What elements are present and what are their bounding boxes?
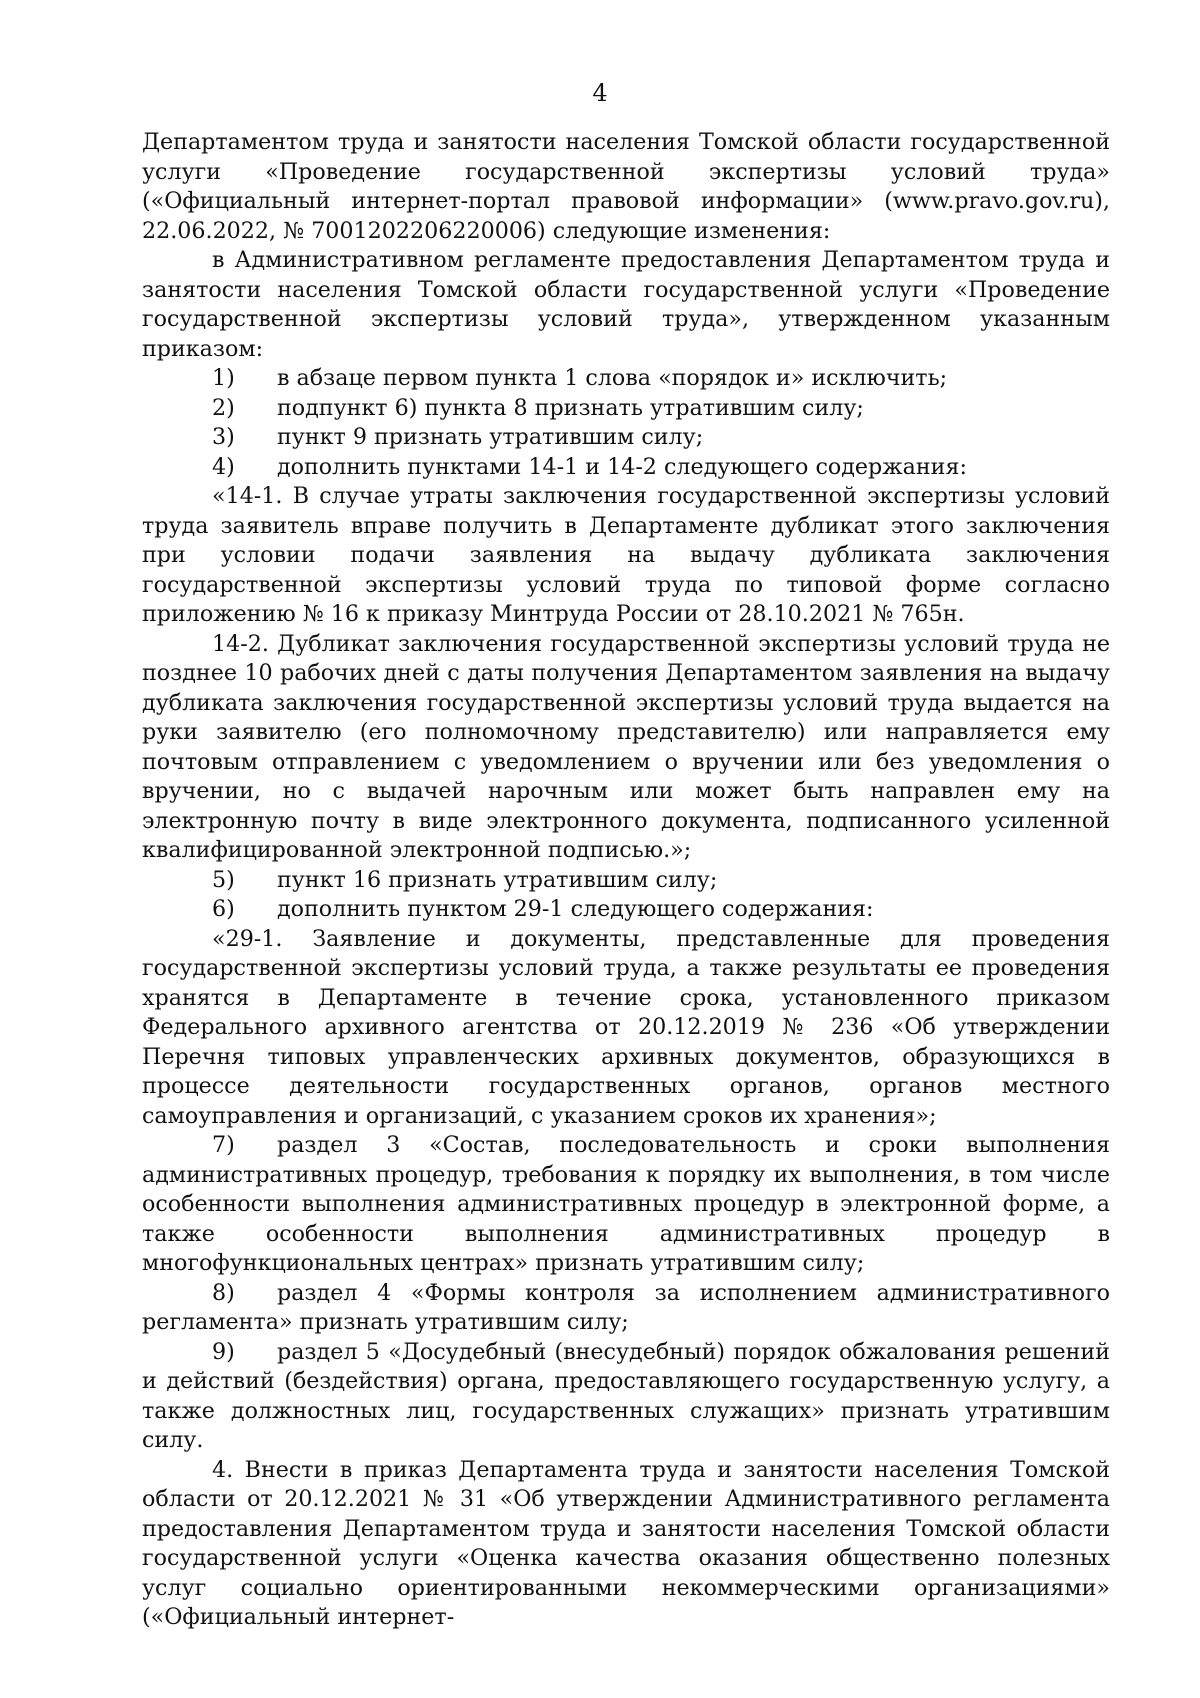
list-item-number: 3) <box>212 424 235 450</box>
list-item-7 <box>142 1131 1110 1279</box>
list-item-9 <box>142 1338 1110 1456</box>
list-item-8 <box>142 1279 1110 1338</box>
list-item-number: 2) <box>212 394 235 421</box>
list-item-text: пункт 16 признать утратившим силу; <box>277 866 718 893</box>
paragraph-29-1: «29-1. Заявление и документы, представленные для проведения государственной экспертизы условий труда, а также результаты ее проведения хранятся в Департаменте в течение срока, установленного приказом Федерального архивного агентства от 20.12.2019 № 236 «Об утверждении Перечня типовых управленческих архивных документов, образующихся в процессе деятельности государственных органов, органов местного самоуправления и организаций, с указанием сроков их хранения»; <box>142 925 1110 1129</box>
list-item-text: дополнить пунктом 29-1 следующего содержания: <box>277 896 874 922</box>
list-item-text: раздел 4 «Формы контроля за исполнением административного регламента» признать утратившим силу; <box>142 1279 1110 1335</box>
list-item-text: в абзаце первом пункта 1 слова «порядок и» исключить; <box>277 365 948 391</box>
paragraph-14-2: 14-2. Дубликат заключения государственной экспертизы условий труда не позднее 10 рабочих дней с даты получения Департаментом заявления на выдачу дубликата заключения государственной экспертизы условий труда выдается на руки заявителю (его полномочному представителю) или направляется ему почтовым отправлением с уведомлением о вручении или без уведомления о вручении, но с выдачей нарочным или может быть направлен ему на электронную почту в виде электронного документа, подписанного усиленной квалифицированной электронной подписью.»; <box>142 630 1110 863</box>
list-item-text: подпункт 6) пункта 8 признать утратившим силу; <box>277 394 864 421</box>
list-item-number: 7) <box>212 1132 235 1158</box>
list-item <box>142 394 1110 424</box>
paragraph-4: 4. Внести в приказ Департамента труда и занятости населения Томской области от 20.12.2021 № 31 «Об утверждении Административного регламента предоставления Департаментом труда и занятости населения Томской области государственной услуги «Оценка качества оказания общественно полезных услуг социально ориентированными некоммерческими организациями» («Официальный интернет- <box>142 1456 1110 1630</box>
list-item <box>142 423 1110 453</box>
paragraph-regulation: в Административном регламенте предоставления Департаментом труда и занятости населения Томской области государственной услуги «Проведение государственной экспертизы условий труда», утвержденном указанным приказом: <box>142 247 1110 362</box>
list-item-number: 8) <box>212 1279 235 1306</box>
list-item-number: 5) <box>212 866 235 893</box>
list-item <box>142 895 1110 925</box>
list-item-number: 6) <box>212 896 235 922</box>
document-body <box>142 128 1110 1633</box>
list-item-text: раздел 5 «Досудебный (внесудебный) порядок обжалования решений и действий (бездействия) органа, предоставляющего государственную услугу, а также должностных лиц, государственных служащих» признать утратившим силу. <box>142 1338 1110 1453</box>
list-item <box>142 866 1110 896</box>
list-item-number: 1) <box>212 365 235 391</box>
paragraph-intro: Департаментом труда и занятости населения Томской области государственной услуги «Проведение государственной экспертизы условий труда» («Официальный интернет-портал правовой информации» (www.pravo.gov.ru), 22.06.2022, № 7001202206220006) следующие изменения: <box>142 129 1110 244</box>
list-item-number: 9) <box>212 1338 235 1365</box>
list-item <box>142 364 1110 394</box>
list-item-text: дополнить пунктами 14-1 и 14-2 следующего содержания: <box>277 453 967 480</box>
list-item <box>142 453 1110 483</box>
paragraph-14-1: «14-1. В случае утраты заключения государственной экспертизы условий труда заявитель вправе получить в Департаменте дубликат этого заключения при условии подачи заявления на выдачу дубликата заключения государственной экспертизы условий труда по типовой форме согласно приложению № 16 к приказу Минтруда России от 28.10.2021 № 765н. <box>142 483 1110 627</box>
page-number: 4 <box>592 79 608 107</box>
list-item-text: раздел 3 «Состав, последовательность и сроки выполнения административных процедур, требования к порядку их выполнения, в том числе особенности выполнения административных процедур в электронной форме, а также особенности выполнения административных процедур в многофункциональных центрах» признать утратившим силу; <box>142 1132 1110 1276</box>
list-item-number: 4) <box>212 453 235 480</box>
list-item-text: пункт 9 признать утратившим силу; <box>277 424 704 450</box>
